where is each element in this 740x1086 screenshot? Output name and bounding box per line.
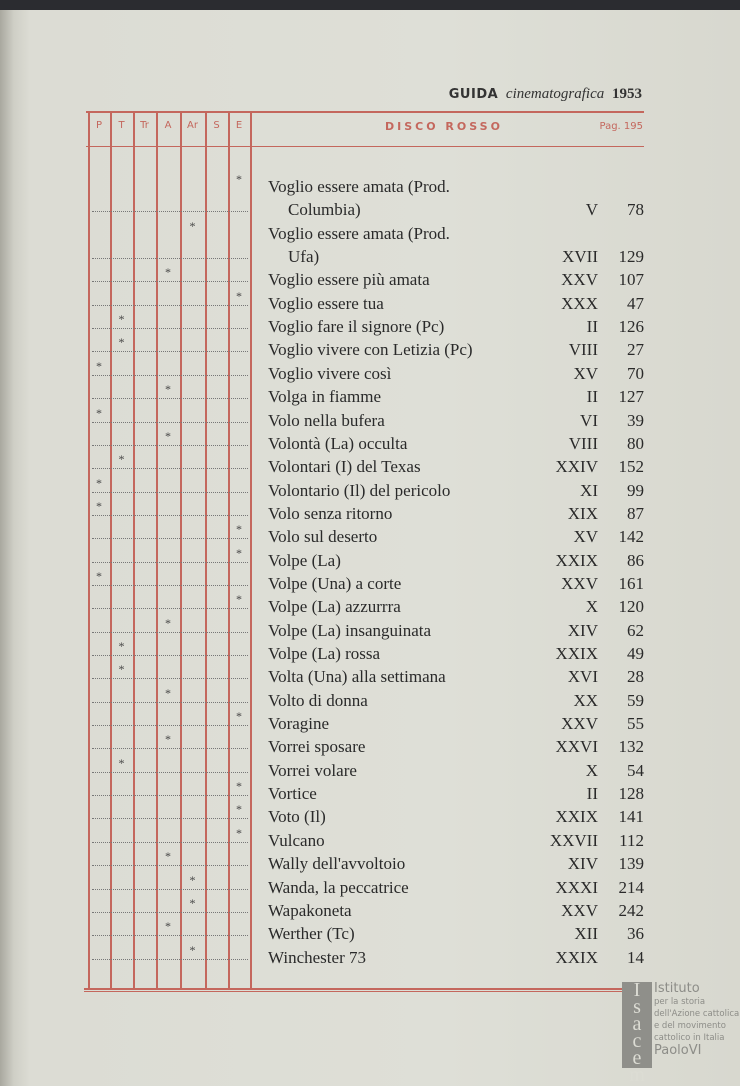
category-mark: * (165, 615, 171, 630)
entry-title: Winchester 73 (268, 947, 366, 967)
entry-volume: XXVII (549, 830, 598, 850)
entry-page: 112 (619, 830, 644, 850)
entry-page: 152 (618, 457, 644, 477)
entry-page: 214 (618, 877, 644, 897)
category-mark: * (236, 592, 242, 607)
entry-page: 14 (627, 947, 644, 967)
entry-row-continuation (268, 245, 644, 268)
entry-page: 36 (627, 924, 644, 944)
dotted-leader (92, 538, 248, 539)
category-mark: * (118, 452, 125, 467)
bottom-rule (84, 988, 644, 990)
dotted-leader (92, 795, 248, 796)
watermark-line: dell'Azione cattolica (654, 1009, 740, 1019)
running-head-cinematografica: cinematografica (505, 86, 605, 102)
entry-row (268, 759, 644, 782)
running-head-guida: GUIDA (448, 87, 499, 102)
page-label: Pag. 195 (599, 121, 643, 132)
entry-row (268, 292, 644, 315)
dotted-leader (92, 702, 248, 703)
entry-row (268, 946, 644, 969)
entry-page: 127 (618, 387, 644, 407)
entry-row-continuation (268, 198, 644, 221)
category-mark: * (236, 172, 242, 186)
entry-title: Volto di donna (268, 690, 368, 710)
entry-volume: XV (573, 363, 598, 383)
column-header-ar: Ar (187, 120, 198, 131)
entry-volume: II (586, 317, 598, 337)
entry-volume: V (585, 200, 598, 220)
dotted-leader (92, 492, 248, 493)
entry-title: Volontà (La) occulta (268, 433, 408, 453)
entry-page: 86 (627, 550, 644, 570)
entry-volume: XVII (562, 247, 598, 267)
category-mark: * (165, 685, 171, 700)
entry-volume: XXXI (555, 877, 598, 897)
dotted-leader (92, 725, 248, 726)
entry-volume: VIII (568, 340, 598, 360)
header-rule (86, 146, 644, 147)
entry-title: Wanda, la peccatrice (268, 877, 409, 897)
bottom-rule-2 (84, 991, 644, 992)
entry-title: Wapakoneta (268, 900, 352, 920)
entry-row (268, 852, 644, 875)
category-mark: * (189, 895, 196, 910)
entry-title: Volontari (I) del Texas (268, 457, 421, 477)
entry-row (268, 805, 644, 828)
entry-title: Volta (Una) alla settimana (268, 667, 446, 687)
category-mark: * (96, 568, 102, 583)
entry-title: Vulcano (268, 830, 325, 850)
category-mark: * (236, 522, 242, 537)
entry-page: 107 (618, 270, 644, 290)
dotted-leader (92, 678, 248, 679)
entry-volume: XXX (561, 293, 598, 313)
entry-volume: XIV (567, 620, 598, 640)
column-header-s: S (213, 120, 220, 131)
entry-title: Vorrei volare (268, 760, 357, 780)
isacem-watermark (620, 979, 740, 1086)
entry-page: 39 (627, 410, 644, 430)
dotted-leader (92, 842, 248, 843)
entry-row (268, 689, 644, 712)
entry-row (268, 876, 644, 899)
dotted-leader (92, 959, 248, 960)
entry-volume: XXVI (555, 737, 598, 757)
watermark-tail: PaoloVI (654, 1043, 702, 1058)
column-header-t: T (118, 120, 125, 131)
entry-page: 54 (627, 760, 644, 780)
entry-page: 99 (627, 480, 644, 500)
running-head (449, 86, 642, 103)
entry-title: Vorrei sposare (268, 737, 366, 757)
entry-row (268, 899, 644, 922)
entry-title: Volpe (Una) a corte (268, 573, 402, 593)
entry-row (268, 315, 644, 338)
category-mark: * (96, 498, 102, 513)
entry-title: Volo sul deserto (268, 527, 378, 547)
category-mark: * (236, 709, 242, 724)
entry-title: Volpe (La) insanguinata (268, 620, 432, 640)
entry-title: Voglio essere amata (Prod. (268, 223, 450, 243)
dotted-leader (92, 211, 248, 212)
category-mark: * (165, 849, 171, 864)
entry-page: 80 (627, 433, 644, 453)
entry-volume: XIX (567, 503, 598, 523)
entry-row (268, 222, 644, 245)
column-divider (180, 112, 182, 990)
entry-row (268, 712, 644, 735)
entry-title-continuation: Ufa) (288, 247, 320, 267)
entry-row (268, 595, 644, 618)
column-header-a: A (164, 120, 172, 131)
column-header-p: P (95, 120, 103, 131)
dotted-leader (92, 258, 248, 259)
top-rule (86, 111, 644, 113)
entry-volume: XV (573, 527, 598, 547)
entry-row (268, 432, 644, 455)
category-mark: * (236, 545, 242, 560)
entry-page: 47 (627, 293, 644, 313)
entry-title: Volpe (La) azzurrra (268, 597, 401, 617)
watermark-line: e del movimento (654, 1021, 726, 1031)
entry-volume: XXIV (555, 457, 598, 477)
entry-volume: XXV (561, 900, 598, 920)
entry-volume: XIV (567, 854, 598, 874)
running-head-year: 1953 (612, 86, 642, 102)
entry-page: 28 (627, 667, 644, 687)
dotted-leader (92, 398, 248, 399)
entry-title: Voglio vivere così (268, 363, 392, 383)
dotted-leader (92, 632, 248, 633)
entry-volume: XXV (561, 714, 598, 734)
entry-volume: VI (580, 410, 598, 430)
entry-title: Voglio essere amata (Prod. (268, 177, 450, 196)
entry-title: Voglio essere più amata (268, 270, 430, 290)
entry-page: 139 (618, 854, 644, 874)
entry-row (268, 665, 644, 688)
entry-title: Voto (Il) (268, 807, 326, 827)
entry-volume: XVI (567, 667, 598, 687)
dotted-leader (92, 562, 248, 563)
entry-row (268, 268, 644, 291)
entry-page: 141 (618, 807, 644, 827)
dotted-leader (92, 468, 248, 469)
entry-page: 132 (618, 737, 644, 757)
entry-row (268, 549, 644, 572)
entry-title: Wally dell'avvoltoio (268, 854, 406, 874)
entry-page: 49 (627, 644, 644, 663)
dotted-leader (92, 935, 248, 936)
entry-row (268, 782, 644, 805)
entry-row (268, 338, 644, 361)
entry-volume: XX (573, 690, 598, 710)
entry-row (268, 175, 644, 198)
dotted-leader (92, 375, 248, 376)
category-mark: * (165, 382, 171, 397)
entry-title: Voragine (268, 714, 330, 734)
category-mark: * (189, 872, 196, 887)
category-mark: * (96, 475, 102, 490)
category-mark: * (165, 919, 171, 934)
watermark-line: per la storia (654, 997, 706, 1007)
category-mark: * (118, 639, 125, 653)
entry-volume: XXIX (555, 644, 598, 663)
category-mark: * (236, 802, 242, 817)
entry-page: 126 (618, 317, 644, 337)
dotted-leader (92, 748, 248, 749)
dotted-leader (92, 328, 248, 329)
entry-title-continuation: Columbia) (288, 200, 361, 220)
dotted-leader (92, 445, 248, 446)
entry-title: Volo nella bufera (268, 410, 385, 430)
entry-volume: XII (574, 924, 598, 944)
category-mark: * (236, 825, 242, 840)
category-mark: * (96, 405, 102, 420)
entry-volume: II (586, 784, 598, 804)
entry-page: 70 (627, 363, 644, 383)
entry-title: Volontario (Il) del pericolo (268, 480, 451, 500)
category-mark: * (118, 755, 125, 770)
dotted-leader (92, 281, 248, 282)
entry-row (268, 735, 644, 758)
dotted-leader (92, 772, 248, 773)
entry-row (268, 479, 644, 502)
entry-volume: X (585, 597, 598, 617)
entry-page: 62 (627, 620, 644, 640)
dotted-leader (92, 305, 248, 306)
entry-title: Volpe (La) (268, 550, 341, 570)
entry-page: 78 (627, 200, 644, 220)
dotted-leader (92, 422, 248, 423)
entry-title: Voglio essere tua (268, 293, 384, 313)
entry-page: 142 (618, 527, 644, 547)
entry-volume: VIII (568, 433, 598, 453)
entry-page: 27 (627, 340, 644, 360)
dotted-leader (92, 608, 248, 609)
column-divider (88, 112, 90, 990)
watermark-letters: I s a c e m (622, 982, 652, 1068)
entry-row (268, 385, 644, 408)
category-mark: * (189, 218, 196, 233)
entry-page: 59 (627, 690, 644, 710)
entry-row (268, 409, 644, 432)
entry-page: 87 (627, 503, 644, 523)
entry-row (268, 502, 644, 525)
entry-row (268, 525, 644, 548)
category-mark: * (165, 265, 171, 280)
entry-page: 128 (618, 784, 644, 804)
category-mark: * (96, 358, 102, 373)
entry-title: Volga in fiamme (268, 387, 381, 407)
dotted-leader (92, 818, 248, 819)
entry-title: Voglio fare il signore (Pc) (268, 317, 445, 337)
entry-page: 120 (618, 597, 644, 617)
entry-volume: XXV (561, 573, 598, 593)
entry-title: Volpe (La) rossa (268, 644, 381, 663)
entry-title: Vortice (268, 784, 317, 804)
entry-title: Voglio vivere con Letizia (Pc) (268, 340, 473, 360)
category-mark: * (165, 428, 171, 443)
entry-row (268, 455, 644, 478)
column-header-tr: Tr (140, 120, 149, 131)
watermark-name: Istituto (654, 981, 700, 996)
entry-volume: XXIX (555, 550, 598, 570)
entry-title: Werther (Tc) (268, 924, 355, 944)
column-header-e: E (235, 120, 243, 131)
entry-page: 242 (618, 900, 644, 920)
entry-page: 129 (618, 247, 644, 267)
column-divider (110, 112, 112, 990)
category-mark: * (118, 662, 125, 677)
category-mark: * (236, 779, 242, 794)
entry-page: 55 (627, 714, 644, 734)
section-title: DISCO ROSSO (385, 120, 503, 133)
category-mark: * (189, 942, 196, 957)
dotted-leader (92, 655, 248, 656)
dotted-leader (92, 585, 248, 586)
dotted-leader (92, 889, 248, 890)
scan-top-edge (0, 0, 740, 10)
category-mark: * (165, 732, 171, 747)
entry-volume: XI (580, 480, 598, 500)
dotted-leader (92, 515, 248, 516)
entry-row (268, 619, 644, 642)
entry-page: 161 (618, 573, 644, 593)
entry-volume: X (585, 760, 598, 780)
dotted-leader (92, 865, 248, 866)
watermark-line: cattolico in Italia (654, 1033, 725, 1043)
entry-title: Volo senza ritorno (268, 503, 393, 523)
column-divider (250, 112, 252, 990)
entry-volume: XXIX (555, 807, 598, 827)
column-divider (133, 112, 135, 990)
dotted-leader (92, 912, 248, 913)
entry-volume: XXV (561, 270, 598, 290)
category-mark: * (118, 335, 125, 350)
dotted-leader (92, 351, 248, 352)
entry-row (268, 572, 644, 595)
entry-volume: XXIX (555, 947, 598, 967)
entry-row (268, 922, 644, 945)
category-mark: * (236, 288, 242, 303)
entry-row (268, 829, 644, 852)
column-divider (205, 112, 207, 990)
category-mark: * (118, 312, 125, 327)
entry-row (268, 362, 644, 385)
entry-volume: II (586, 387, 598, 407)
entry-row (268, 642, 644, 665)
